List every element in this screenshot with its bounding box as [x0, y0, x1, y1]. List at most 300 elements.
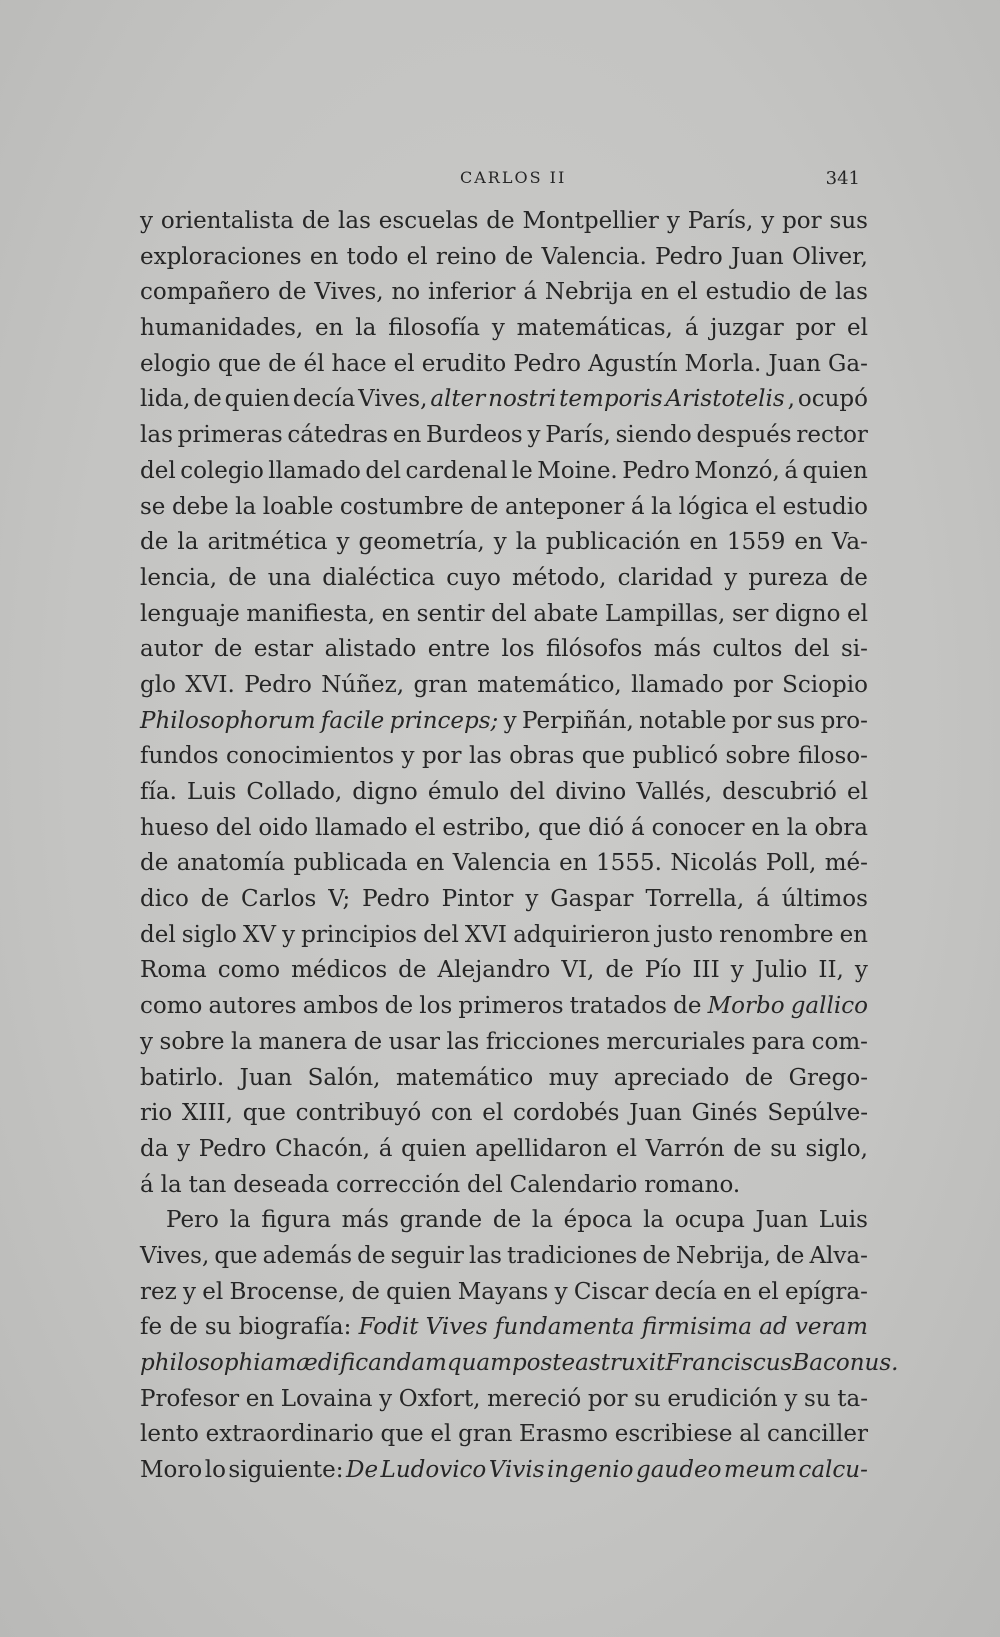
text-word: princeps;: [389, 707, 499, 734]
text-word: por: [782, 208, 822, 234]
text-word: debe: [171, 493, 229, 520]
text-word: y: [140, 1028, 153, 1055]
text-word: el: [846, 315, 868, 342]
text-word: que: [581, 743, 625, 770]
text-line: [140, 597, 868, 633]
text-line: [140, 525, 868, 561]
text-word: dialéctica: [322, 564, 436, 591]
text-word: conocimientos: [225, 743, 395, 770]
text-line: [140, 882, 868, 918]
text-line: [140, 1275, 868, 1311]
text-word: ta-: [837, 1385, 868, 1412]
text-word: calcu-: [798, 1457, 868, 1484]
text-word: reino: [435, 243, 497, 270]
text-word: estribo,: [442, 814, 532, 841]
text-word: del: [509, 779, 546, 805]
text-word: la: [786, 814, 808, 841]
text-word: de: [673, 993, 702, 1020]
text-word: glo: [140, 671, 176, 698]
text-word: Valencia.: [541, 243, 647, 270]
text-word: que: [242, 1100, 286, 1127]
text-line: [140, 668, 868, 704]
text-word: de: [357, 1242, 386, 1269]
text-word: de: [470, 493, 499, 520]
text-word: la: [355, 315, 377, 342]
text-word: cardenal: [405, 457, 508, 484]
text-word: por: [733, 671, 773, 698]
text-word: de: [353, 1028, 383, 1055]
text-word: primeras: [177, 422, 283, 449]
text-word: por: [795, 315, 836, 342]
text-word: struxit: [588, 1350, 666, 1376]
text-word: philosophiam: [140, 1350, 297, 1376]
text-word: Ludovico: [380, 1457, 487, 1484]
text-word: el: [482, 1100, 504, 1127]
text-line: [140, 1417, 868, 1453]
text-word: meum: [723, 1457, 796, 1484]
text-word: fe: [140, 1314, 163, 1341]
text-word: la: [651, 493, 673, 520]
text-word: siguiente:: [228, 1457, 344, 1484]
text-word: mercuriales: [606, 1028, 746, 1055]
text-word: tratados: [569, 993, 667, 1020]
text-word: Profesor: [140, 1385, 240, 1412]
text-word: de: [200, 886, 230, 913]
text-word: digno: [774, 600, 841, 627]
text-word: ædificandam: [296, 1350, 447, 1376]
text-word: al: [739, 1421, 761, 1448]
text-word: y: [854, 957, 868, 984]
text-word: que: [214, 1242, 258, 1269]
text-line: [140, 1025, 868, 1061]
text-word: y: [183, 1278, 196, 1305]
text-word: digno: [352, 779, 418, 805]
text-word: Nebrija: [544, 279, 633, 306]
text-word: y: [177, 1135, 191, 1162]
text-word: aritmética: [207, 529, 328, 556]
text-word: Poll,: [765, 850, 817, 877]
text-word: y: [282, 921, 296, 948]
text-word: Valencia: [452, 850, 551, 877]
text-word: Vives,: [140, 1242, 210, 1269]
text-word: Ginés: [691, 1100, 758, 1127]
text-word: y: [503, 707, 517, 734]
text-word: Juan: [731, 243, 784, 270]
text-word: elogio: [140, 350, 211, 377]
text-word: París,: [687, 208, 754, 234]
text-word: pro-: [820, 707, 868, 734]
text-word: rio: [140, 1100, 173, 1127]
text-word: mereció: [487, 1385, 582, 1412]
text-word: costumbre: [339, 493, 464, 520]
text-line: [140, 1239, 868, 1275]
text-word: sus: [829, 208, 868, 234]
text-word: del: [140, 921, 176, 948]
text-word: entre: [427, 636, 491, 663]
text-word: Carlos: [240, 886, 317, 913]
text-word: siglo: [181, 921, 237, 948]
text-word: en: [245, 1385, 275, 1412]
text-word: descubrió: [722, 779, 837, 805]
text-word: y: [491, 315, 505, 342]
text-word: III: [692, 957, 720, 984]
text-word: apreciado: [613, 1064, 730, 1091]
text-word: Gaspar: [550, 886, 634, 913]
text-word: de: [193, 386, 222, 413]
text-word: el: [414, 814, 436, 841]
text-word: en: [381, 600, 411, 627]
text-word: tan: [188, 1171, 227, 1198]
text-word: de: [775, 1242, 805, 1269]
text-word: temporis: [559, 386, 663, 413]
text-line: [140, 846, 868, 882]
text-word: escuelas: [378, 208, 479, 234]
text-word: quien: [224, 386, 290, 413]
text-word: su: [803, 1385, 831, 1412]
text-word: decía: [654, 1278, 717, 1305]
text-word: de: [140, 850, 169, 877]
text-word: las: [446, 1028, 480, 1055]
text-word: de: [733, 1135, 762, 1162]
text-word: con: [430, 1100, 473, 1127]
text-word: V;: [328, 886, 351, 913]
text-word: el: [847, 779, 868, 805]
text-line: [140, 454, 868, 490]
text-word: publicación: [545, 529, 681, 556]
text-line: [140, 989, 868, 1025]
text-word: de: [214, 636, 243, 663]
text-word: de: [384, 993, 414, 1020]
text-word: Montpellier: [522, 208, 659, 234]
text-word: postea: [511, 1350, 589, 1376]
text-word: ambos: [302, 993, 379, 1020]
text-word: y: [525, 886, 539, 913]
text-word: Nebrija,: [675, 1242, 771, 1269]
text-word: el: [430, 1421, 452, 1448]
text-word: nostri: [488, 386, 557, 413]
text-word: estudio: [782, 493, 868, 520]
text-word: obra: [814, 814, 868, 841]
text-word: alter: [430, 386, 486, 413]
text-word: Grego-: [788, 1064, 868, 1091]
text-word: más: [653, 636, 702, 663]
text-word: del: [365, 457, 402, 484]
text-word: Sepúlve-: [767, 1100, 868, 1127]
text-word: de: [351, 1278, 380, 1305]
text-word: Chacón,: [275, 1135, 371, 1162]
text-line: [140, 1132, 868, 1168]
text-word: de: [492, 1207, 522, 1234]
text-word: Luis: [187, 779, 237, 805]
text-word: Pedro: [622, 457, 690, 484]
text-word: en: [415, 850, 445, 877]
text-word: las: [469, 1242, 502, 1269]
text-line: [140, 739, 868, 775]
text-word: abate: [533, 600, 599, 627]
text-word: en: [559, 850, 588, 877]
text-word: mé-: [824, 850, 868, 877]
text-word: del: [491, 600, 527, 627]
text-word: en: [839, 921, 868, 948]
text-word: del: [793, 636, 830, 663]
text-word: y: [554, 1278, 568, 1305]
text-word: de: [169, 1314, 198, 1341]
text-word: más: [341, 1207, 389, 1234]
text-line: [140, 775, 868, 811]
text-word: orientalista: [160, 208, 294, 234]
text-word: á: [523, 279, 538, 306]
text-word: París,: [545, 422, 611, 449]
text-word: notable: [639, 707, 727, 734]
text-word: y: [724, 564, 738, 591]
text-word: y: [336, 529, 350, 556]
text-word: publicada: [293, 850, 408, 877]
text-word: escribiese: [614, 1421, 733, 1448]
text-word: para: [751, 1028, 806, 1055]
text-word: XV: [242, 921, 276, 948]
text-word: á: [784, 457, 799, 484]
text-word: á: [684, 315, 699, 342]
text-word: corrección: [336, 1171, 461, 1198]
text-word: como: [140, 993, 203, 1020]
text-word: figura: [261, 1207, 331, 1234]
text-word: divino: [555, 779, 627, 805]
text-word: autor: [140, 636, 203, 663]
text-word: las: [140, 422, 173, 449]
text-word: él: [303, 350, 325, 377]
text-word: autores: [208, 993, 297, 1020]
text-word: Núñez,: [321, 671, 405, 698]
text-word: Baconus.: [792, 1350, 899, 1376]
text-word: Collado,: [246, 779, 343, 805]
text-word: muy: [548, 1064, 599, 1091]
text-word: extraordinario: [205, 1421, 374, 1448]
text-word: obras: [509, 743, 575, 770]
text-word: Juan: [239, 1064, 293, 1091]
text-word: Oliver,: [791, 243, 868, 270]
text-word: dió: [588, 814, 625, 841]
text-word: manifiesta,: [246, 600, 376, 627]
text-word: decía: [292, 386, 356, 413]
text-word: el: [757, 1278, 779, 1305]
text-word: ingenio: [546, 1457, 634, 1484]
text-word: filósofos: [545, 636, 643, 663]
text-word: de: [605, 957, 634, 984]
text-word: Lampillas,: [604, 600, 726, 627]
text-line: [140, 347, 868, 383]
text-word: filoso-: [797, 743, 868, 770]
text-word: le: [511, 457, 533, 484]
text-line: [140, 275, 868, 311]
text-word: llamado: [315, 814, 408, 841]
text-word: anteponer: [504, 493, 625, 520]
text-word: 1559: [726, 529, 786, 556]
text-line: [140, 1453, 868, 1489]
text-word: Mayans: [457, 1278, 549, 1305]
text-word: una: [267, 564, 312, 591]
text-word: y: [761, 208, 775, 234]
text-line: [140, 1382, 868, 1418]
text-line: [140, 561, 868, 597]
running-title: CARLOS II: [460, 168, 567, 187]
text-word: su: [204, 1314, 232, 1341]
text-word: facile: [320, 707, 385, 734]
text-word: biografía:: [238, 1314, 352, 1341]
text-line: [140, 382, 868, 418]
text-word: el: [406, 243, 428, 270]
text-word: anatomía: [176, 850, 285, 877]
text-word: principios: [301, 921, 418, 948]
text-word: lencia,: [140, 564, 218, 591]
text-word: Vivis: [488, 1457, 545, 1484]
text-word: las: [468, 743, 502, 770]
text-line: [140, 1346, 899, 1382]
text-word: Vives,: [358, 386, 428, 413]
text-word: fundos: [140, 743, 219, 770]
text-word: á: [140, 1171, 154, 1198]
text-word: lenguaje: [140, 600, 240, 627]
text-word: la: [235, 493, 257, 520]
text-word: exploraciones: [140, 243, 302, 270]
text-word: canciller: [767, 1421, 868, 1448]
text-word: y: [666, 208, 680, 234]
text-word: quien: [401, 1135, 467, 1162]
text-word: ser: [731, 600, 769, 627]
text-word: justo: [656, 921, 713, 948]
text-word: en: [751, 814, 780, 841]
text-line: [140, 1203, 868, 1239]
text-word: fía.: [140, 779, 177, 805]
text-word: lo: [204, 1457, 226, 1484]
text-word: en: [689, 529, 718, 556]
text-line: [140, 1061, 868, 1097]
text-word: Julio: [754, 957, 808, 984]
text-word: el: [847, 600, 868, 627]
text-word: y: [784, 1385, 798, 1412]
text-word: gran: [413, 671, 468, 698]
text-word: Torrella,: [645, 886, 745, 913]
text-word: en: [392, 422, 422, 449]
text-line: [140, 704, 868, 740]
text-word: batirlo.: [140, 1064, 225, 1091]
text-word: Juan: [755, 1207, 809, 1234]
text-word: gaudeo: [636, 1457, 722, 1484]
text-word: en: [309, 243, 339, 270]
text-word: dico: [140, 886, 189, 913]
text-word: que: [538, 814, 582, 841]
text-word: colegio: [180, 457, 264, 484]
text-word: en: [723, 1278, 752, 1305]
text-word: del: [423, 921, 459, 948]
text-word: grande: [399, 1207, 483, 1234]
text-word: pureza: [748, 564, 829, 591]
text-word: seguir: [390, 1242, 464, 1269]
text-word: Nicolás: [670, 850, 758, 877]
text-word: Pedro: [362, 886, 430, 913]
text-word: estar: [253, 636, 314, 663]
text-word: adquirieron: [513, 921, 651, 948]
text-word: la: [531, 1207, 553, 1234]
text-word: deseada: [233, 1171, 330, 1198]
text-word: del: [140, 457, 176, 484]
text-word: por: [587, 1385, 628, 1412]
text-word: Lovaina: [280, 1385, 373, 1412]
text-word: lento: [140, 1421, 199, 1448]
text-word: renombre: [719, 921, 834, 948]
text-word: com-: [811, 1028, 868, 1055]
text-word: su: [770, 1135, 797, 1162]
text-word: erudito: [421, 350, 507, 377]
text-word: Morla.: [684, 350, 762, 377]
text-word: Brocense,: [229, 1278, 346, 1305]
text-line: [140, 1310, 868, 1346]
text-word: y: [401, 743, 415, 770]
text-line: [140, 311, 868, 347]
page-number: 341: [825, 168, 860, 189]
text-line: [140, 490, 868, 526]
text-word: lógica: [678, 493, 749, 520]
text-word: en: [640, 279, 669, 306]
text-line: [140, 953, 868, 989]
text-word: filosofía: [388, 315, 480, 342]
text-word: últimos: [781, 886, 868, 913]
text-word: la: [160, 1171, 182, 1198]
text-word: compañero: [140, 279, 271, 306]
text-word: y: [730, 957, 744, 984]
text-word: después: [696, 422, 792, 449]
text-word: en: [315, 315, 344, 342]
text-word: Erasmo: [519, 1421, 608, 1448]
text-word: romano.: [644, 1171, 741, 1198]
text-word: matemático,: [477, 671, 622, 698]
text-word: Pero: [166, 1207, 219, 1234]
text-word: método,: [511, 564, 607, 591]
text-word: conocer: [651, 814, 745, 841]
text-word: de: [744, 1064, 774, 1091]
text-word: Pedro: [655, 243, 723, 270]
text-word: la: [177, 529, 199, 556]
text-word: siendo: [615, 422, 692, 449]
text-word: hueso: [140, 814, 209, 841]
text-word: alistado: [324, 636, 417, 663]
text-word: que: [217, 350, 261, 377]
text-word: contribuyó: [295, 1100, 422, 1127]
text-word: Varrón: [645, 1135, 725, 1162]
text-word: cultos: [712, 636, 783, 663]
text-word: y: [140, 208, 153, 234]
text-word: las: [338, 208, 371, 234]
text-word: tradiciones: [507, 1242, 638, 1269]
text-word: veram: [794, 1314, 868, 1341]
text-word: inferior: [427, 279, 516, 306]
text-word: ocupó: [797, 386, 868, 413]
text-word: Fodit: [358, 1314, 419, 1341]
text-word: de: [642, 1242, 671, 1269]
text-word: Monzó,: [694, 457, 780, 484]
body-text: [140, 204, 899, 1489]
text-word: cuyo: [446, 564, 501, 591]
text-word: Luis: [818, 1207, 868, 1234]
text-word: primeros: [458, 993, 564, 1020]
text-word: Va-: [831, 529, 868, 556]
text-word: del: [467, 1171, 503, 1198]
text-word: la: [643, 1207, 665, 1234]
text-word: Pedro: [244, 671, 312, 698]
text-line: [140, 918, 868, 954]
text-word: ,: [787, 386, 795, 413]
text-word: epígra-: [785, 1278, 868, 1305]
text-word: matemáticas,: [516, 315, 673, 342]
